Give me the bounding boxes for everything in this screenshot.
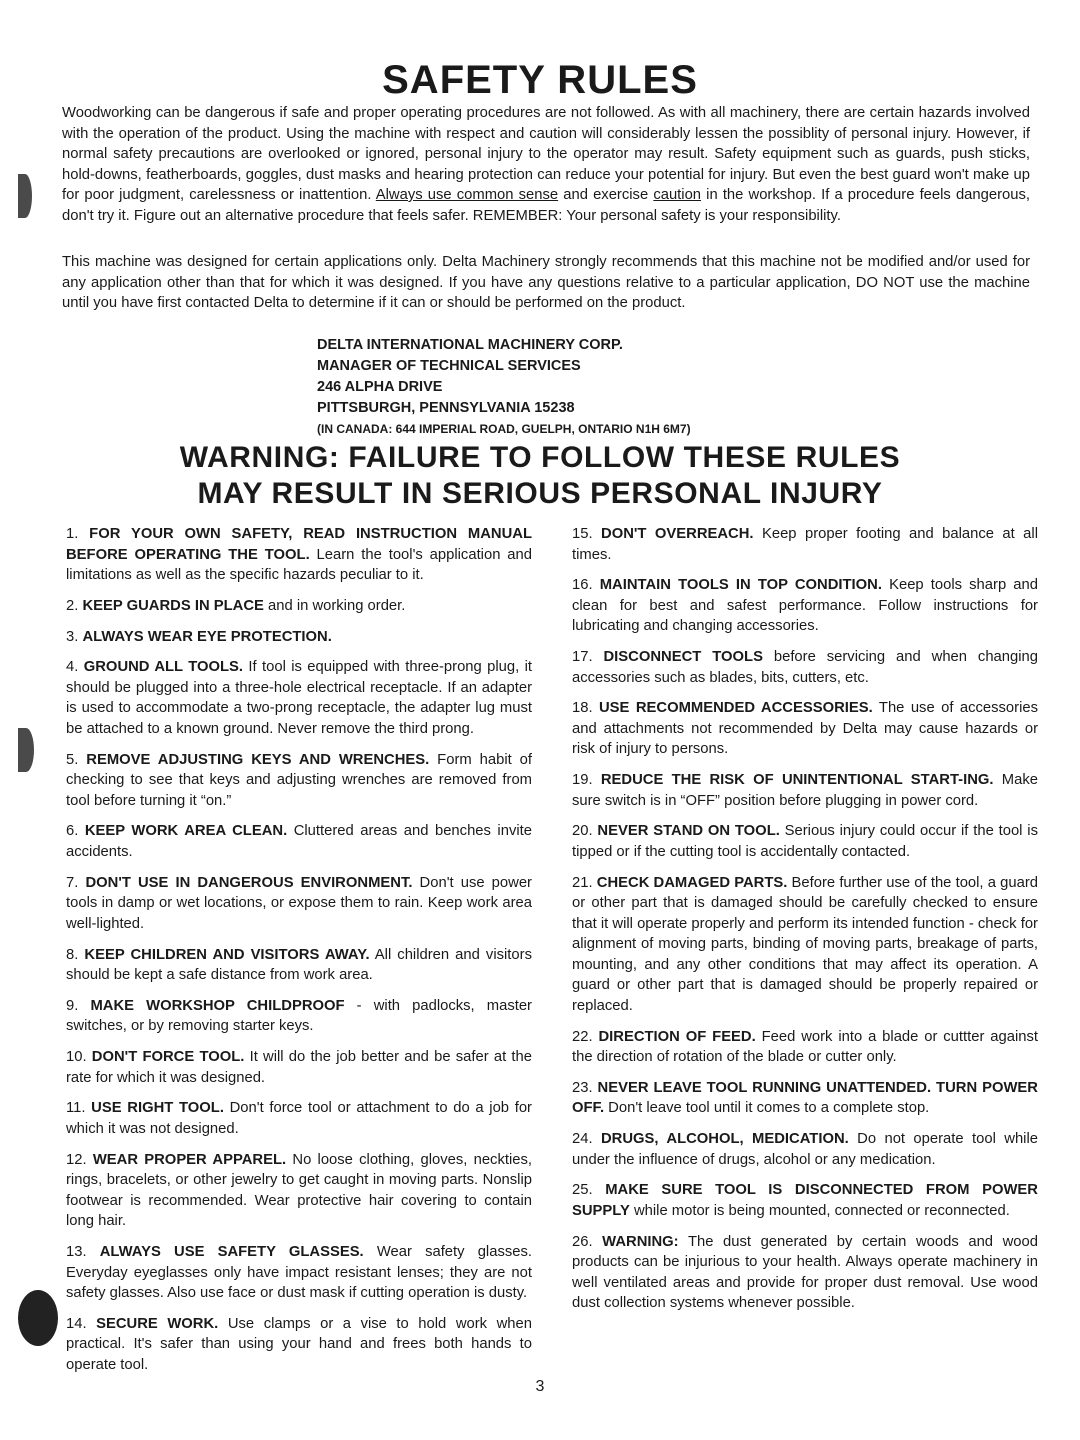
safety-rule-item [572,647,1038,688]
rule-number: 22. [572,1028,593,1045]
rule-number: 2. [66,597,79,614]
rule-heading: USE RECOMMENDED ACCESSORIES. [599,700,873,717]
rule-number: 16. [572,577,593,594]
rule-text: Cluttered areas and benches invite accidents. [66,823,532,860]
safety-rule-item [66,821,532,862]
rule-heading: MAKE WORKSHOP CHILDPROOF [90,997,345,1014]
rule-text: - with padlocks, master switches, or by removing starter keys. [66,997,532,1035]
rule-heading: ALWAYS USE SAFETY GLASSES. [99,1244,364,1261]
intro-paragraph-2: This machine was designed for certain applications only. Delta Machinery strongly recommends that this machine not be modified and/or used for any application other than that for which it was designed. If you have any questions relative to a particular application, DO NOT use the machine until you have first contacted Delta to determine if it can or should be performed on the product. [62,254,1030,311]
rule-number: 15. [572,526,593,542]
rule-text: Keep proper footing and balance at all times. [572,526,1038,563]
rule-heading: FOR YOUR OWN SAFETY, READ INSTRUCTION MANUAL BEFORE OPERATING THE TOOL. [66,526,532,563]
rule-heading: DON'T OVERREACH. [601,526,754,542]
rule-heading: NEVER STAND ON TOOL. [597,823,780,840]
safety-rule-item [572,873,1038,1017]
safety-rule-item [572,1180,1038,1221]
rule-heading: DIRECTION OF FEED. [598,1028,756,1045]
rules-column-right [572,524,1038,1324]
rule-text: before servicing and when changing accessories such as blades, bits, cutters, etc. [572,649,1038,686]
rule-number: 7. [66,874,79,891]
safety-rule-item [66,750,532,812]
company-address [317,335,691,440]
rule-text: Learn the tool's application and limitations as well as the specific hazards peculiar to it. [66,546,532,583]
rule-text: The use of accessories and attachments not recommended by Delta may cause hazards or risk of injury to persons. [572,700,1038,758]
rule-number: 24. [572,1131,593,1148]
rule-text: Form habit of checking to see that keys and adjusting wrenches are removed from tool before turning it “on.” [66,751,532,809]
address-line-canada: (IN CANADA: 644 IMPERIAL ROAD, GUELPH, ONTARIO N1H 6M7) [317,422,691,436]
address-line-city: PITTSBURGH, PENNSYLVANIA 15238 [317,400,575,416]
rule-heading: GROUND ALL TOOLS. [83,659,244,676]
intro-text-a: Woodworking can be dangerous if safe and proper operating procedures are not followed. As with all machinery, there are certain hazards involved with the operation of the product. Using the machine with respect and caution will considerably lessen the possiblity of personal injury. However, if normal safety precautions are overlooked or ignored, personal injury to the operator may result. Safety equipment such as guards, push sticks, hold-downs, featherboards, goggles, dust masks and hearing protection can reduce your potential for injury. But even the best guard won't make up for poor judgment, carelessness or inattention. [62,105,1030,203]
binder-hole-mark-bottom [18,1290,58,1346]
safety-rule-item [572,1027,1038,1068]
rule-text: Before further use of the tool, a guard or other part that is damaged should be carefully checked to ensure that it will operate properly and perform its intended function - check for alignment of moving parts, binding of moving parts, breakage of parts, mounting, and any other conditions that may affect its operation. A guard or other part that is damaged should be properly repaired or replaced. [572,874,1038,1014]
intro-text-c: in the workshop. If a procedure feels dangerous, don't try it. Figure out an alternative procedure that feels safer. REMEMBER: Your personal safety is your responsibility. [62,187,1030,224]
rule-text: The dust generated by certain woods and wood products can be injurious to your health. Always operate machinery in well ventilated areas and provide for proper dust removal. Use wood dust collection systems whenever possible. [572,1233,1038,1312]
rule-number: 5. [66,751,79,768]
safety-rule-item [66,1047,532,1088]
rule-number: 13. [66,1244,87,1261]
warning-line-2: MAY RESULT IN SERIOUS PERSONAL INJURY [197,477,883,510]
safety-rule-item [572,821,1038,862]
rule-number: 19. [572,772,593,789]
rule-heading: MAINTAIN TOOLS IN TOP CONDITION. [599,577,882,594]
rule-text: If tool is equipped with three-prong plug, it should be plugged into a three-hole electrical receptacle. If an adapter is used to accommodate a two-prong receptacle, the adapter lug must be attached to a known ground. Never remove the third prong. [66,659,532,737]
rule-text: Wear safety glasses. Everyday eyeglasses only have impact resistant lenses; they are not safety glasses. Also use face or dust mask if cutting operation is dusty. [66,1244,532,1302]
rule-number: 9. [66,997,79,1014]
intro-paragraph-1 [62,103,1030,226]
rule-text: Feed work into a blade or cuttter against the direction of rotation of the blade or cutter only. [572,1028,1038,1066]
binder-hole-mark-middle [18,728,34,772]
rule-text: Serious injury could occur if the tool is tipped or if the cutting tool is accidentally contacted. [572,823,1038,860]
page-number: 3 [535,1378,545,1395]
safety-rule-item [572,524,1038,565]
address-line-company: DELTA INTERNATIONAL MACHINERY CORP. [317,337,623,353]
rule-text: No loose clothing, gloves, neckties, rings, bracelets, or other jewelry to get caught in moving parts. Nonslip footwear is recommended. Wear protective hair covering to contain long hair. [66,1151,532,1230]
rule-heading: DON'T USE IN DANGEROUS ENVIRONMENT. [85,874,413,891]
rule-heading: WARNING: [602,1233,679,1250]
rule-heading: WEAR PROPER APPAREL. [92,1151,287,1168]
safety-rule-item [66,1314,532,1376]
rule-heading: DISCONNECT TOOLS [603,649,763,666]
safety-rule-item [572,1129,1038,1170]
address-line-department: MANAGER OF TECHNICAL SERVICES [317,358,581,374]
rule-text: Make sure switch is in “OFF” position before plugging in power cord. [572,772,1038,809]
safety-rule-item [66,1242,532,1304]
intro-text-b: and exercise [558,187,654,203]
rule-heading: USE RIGHT TOOL. [91,1100,224,1117]
rule-text: Do not operate tool while under the influence of drugs, alcohol or any medication. [572,1131,1038,1168]
rule-number: 21. [572,874,593,891]
rule-heading: NEVER LEAVE TOOL RUNNING UNATTENDED. TURN POWER OFF. [572,1079,1038,1117]
rule-number: 23. [572,1079,593,1096]
rule-number: 1. [66,526,79,542]
rule-text: Keep tools sharp and clean for best and safest performance. Follow instructions for lubricating and changing accessories. [572,577,1038,635]
safety-rule-item [572,1232,1038,1314]
address-line-street: 246 ALPHA DRIVE [317,379,443,395]
safety-rule-item [66,996,532,1037]
rule-heading: REMOVE ADJUSTING KEYS AND WRENCHES. [86,751,430,768]
rules-column-left [66,524,532,1386]
rule-heading: ALWAYS WEAR EYE PROTECTION. [82,628,332,645]
rule-text: Don't use power tools in damp or wet locations, or expose them to rain. Keep work area well-lighted. [66,874,532,932]
rule-text: Don't leave tool until it comes to a complete stop. [604,1100,930,1117]
rule-heading: SECURE WORK. [96,1315,219,1332]
safety-rule-item [572,575,1038,637]
rule-text: and in working order. [263,597,406,614]
warning-heading [0,440,1080,512]
rule-number: 4. [66,659,79,676]
rule-number: 3. [66,628,79,645]
rule-number: 25. [572,1182,593,1199]
rule-number: 20. [572,823,593,840]
safety-rule-item [66,596,532,617]
safety-rule-item [66,945,532,986]
rule-number: 11. [66,1100,86,1117]
rule-text: Use clamps or a vise to hold work when practical. It's safer than using your hand and frees both hands to operate tool. [66,1315,532,1373]
rule-number: 10. [66,1049,87,1066]
safety-rule-item [572,1078,1038,1119]
page-title: SAFETY RULES [382,58,698,102]
rule-number: 26. [572,1233,593,1250]
rule-heading: KEEP WORK AREA CLEAN. [84,823,288,840]
rule-number: 17. [572,649,593,666]
safety-rule-item [66,1098,532,1139]
rule-heading: MAKE SURE TOOL IS DISCONNECTED FROM POWER SUPPLY [572,1182,1038,1219]
rule-number: 14. [66,1315,87,1332]
rule-heading: CHECK DAMAGED PARTS. [596,874,788,891]
safety-rule-item [572,698,1038,760]
rule-heading: KEEP CHILDREN AND VISITORS AWAY. [84,946,370,963]
rule-text: All children and visitors should be kept a safe distance from work area. [66,946,532,984]
safety-rule-item [66,1150,532,1232]
warning-line-1: WARNING: FAILURE TO FOLLOW THESE RULES [179,441,901,474]
rule-number: 12. [66,1151,87,1168]
safety-rule-item [66,627,532,648]
rule-number: 6. [66,823,79,840]
rule-text: It will do the job better and be safer at the rate for which it was designed. [66,1049,533,1086]
intro-underline-caution: caution [653,187,702,203]
rule-text: while motor is being mounted, connected or reconnected. [629,1202,1010,1219]
rule-number: 8. [66,946,79,963]
rule-number: 18. [572,700,593,717]
safety-rule-item [66,873,532,935]
safety-rule-item [66,657,532,739]
rule-heading: DON'T FORCE TOOL. [91,1049,245,1066]
binder-hole-mark-top [18,174,32,218]
safety-rule-item [572,770,1038,811]
safety-rule-item [66,524,532,586]
rule-text: Don't force tool or attachment to do a job for which it was not designed. [66,1100,532,1137]
rule-heading: KEEP GUARDS IN PLACE [82,597,264,614]
rule-heading: DRUGS, ALCOHOL, MEDICATION. [600,1131,849,1148]
intro-underline-common-sense: Always use common sense [375,187,559,203]
rule-heading: REDUCE THE RISK OF UNINTENTIONAL START-ING. [600,772,994,789]
